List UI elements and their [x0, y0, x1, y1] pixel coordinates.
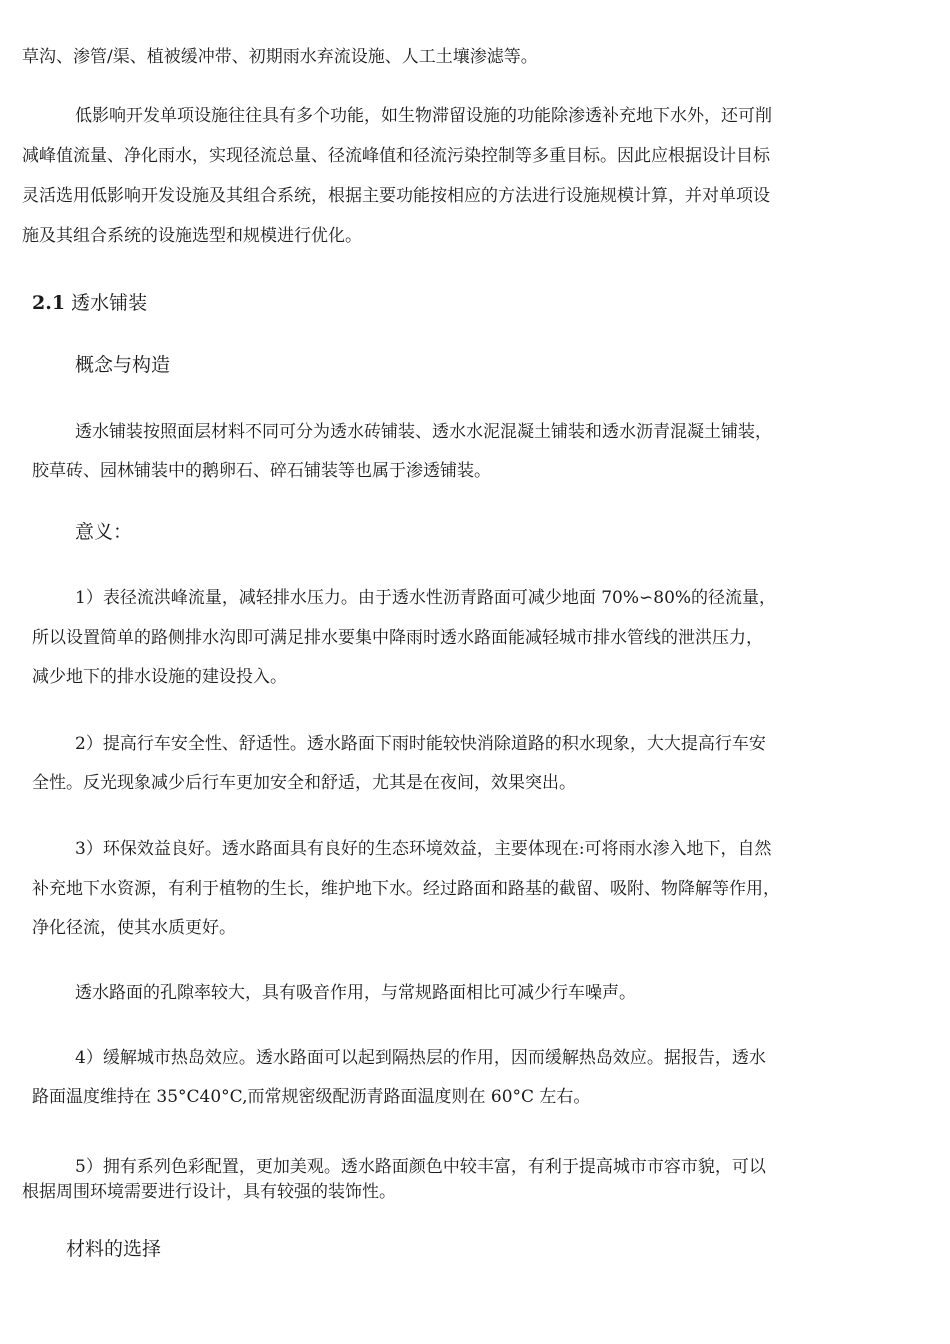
paragraph-line: 透水铺装按照面层材料不同可分为透水砖铺装、透水水泥混凝土铺装和透水沥青混凝土铺装， [75, 422, 772, 442]
paragraph-line: 净化径流，使其水质更好。 [32, 918, 236, 938]
paragraph-line: 减峰值流量、净化雨水，实现径流总量、径流峰值和径流污染控制等多重目标。因此应根据设计目标 [22, 146, 770, 166]
materials-subheading: 材料的选择 [66, 1238, 162, 1260]
paragraph-line: 路面温度维持在 35°C40°C,而常规密级配沥青路面温度则在 60°C 左右。 [32, 1087, 591, 1107]
paragraph-line: 补充地下水资源，有利于植物的生长，维护地下水。经过路面和路基的截留、吸附、物降解等作用， [32, 879, 780, 899]
paragraph-line: 根据周围环境需要进行设计，具有较强的装饰性。 [22, 1182, 396, 1202]
concept-subheading: 概念与构造 [75, 354, 171, 376]
paragraph-line: 全性。反光现象减少后行车更加安全和舒适，尤其是在夜间，效果突出。 [32, 773, 576, 793]
paragraph-line: 4）缓解城市热岛效应。透水路面可以起到隔热层的作用，因而缓解热岛效应。据报告，透水 [75, 1048, 766, 1068]
paragraph-line: 3）环保效益良好。透水路面具有良好的生态环境效益，主要体现在:可将雨水渗入地下，自然 [75, 839, 772, 859]
noise-text: 透水路面的孔隙率较大，具有吸音作用，与常规路面相比可减少行车噪声。 [75, 983, 636, 1003]
paragraph-line: 2）提高行车安全性、舒适性。透水路面下雨时能较快消除道路的积水现象，大大提高行车安 [75, 734, 766, 754]
section-heading [32, 288, 147, 315]
paragraph-line: 低影响开发单项设施往往具有多个功能，如生物滞留设施的功能除渗透补充地下水外，还可削 [75, 106, 772, 126]
section-title: 透水铺装 [71, 292, 148, 314]
intro-tail-text: 草沟、渗管/渠、植被缓冲带、初期雨水弃流设施、人工土壤渗滤等。 [22, 47, 538, 67]
paragraph-line: 胶草砖、园林铺装中的鹅卵石、碎石铺装等也属于渗透铺装。 [32, 461, 491, 481]
paragraph-line: 灵活选用低影响开发设施及其组合系统，根据主要功能按相应的方法进行设施规模计算，并对单项设 [22, 186, 770, 206]
paragraph-line: 减少地下的排水设施的建设投入。 [32, 667, 287, 687]
significance-subheading: 意义： [75, 521, 133, 543]
section-number: 2.1 [32, 292, 66, 314]
paragraph-line: 1）表径流洪峰流量，减轻排水压力。由于透水性沥青路面可减少地面 70%∽80%的径流量， [75, 588, 777, 608]
paragraph-line: 所以设置简单的路侧排水沟即可满足排水要集中降雨时透水路面能减轻城市排水管线的泄洪压力， [32, 628, 763, 648]
paragraph-line: 5）拥有系列色彩配置，更加美观。透水路面颜色中较丰富，有利于提高城市市容市貌，可以 [75, 1157, 766, 1177]
paragraph-line: 施及其组合系统的设施选型和规模进行优化。 [22, 226, 362, 246]
